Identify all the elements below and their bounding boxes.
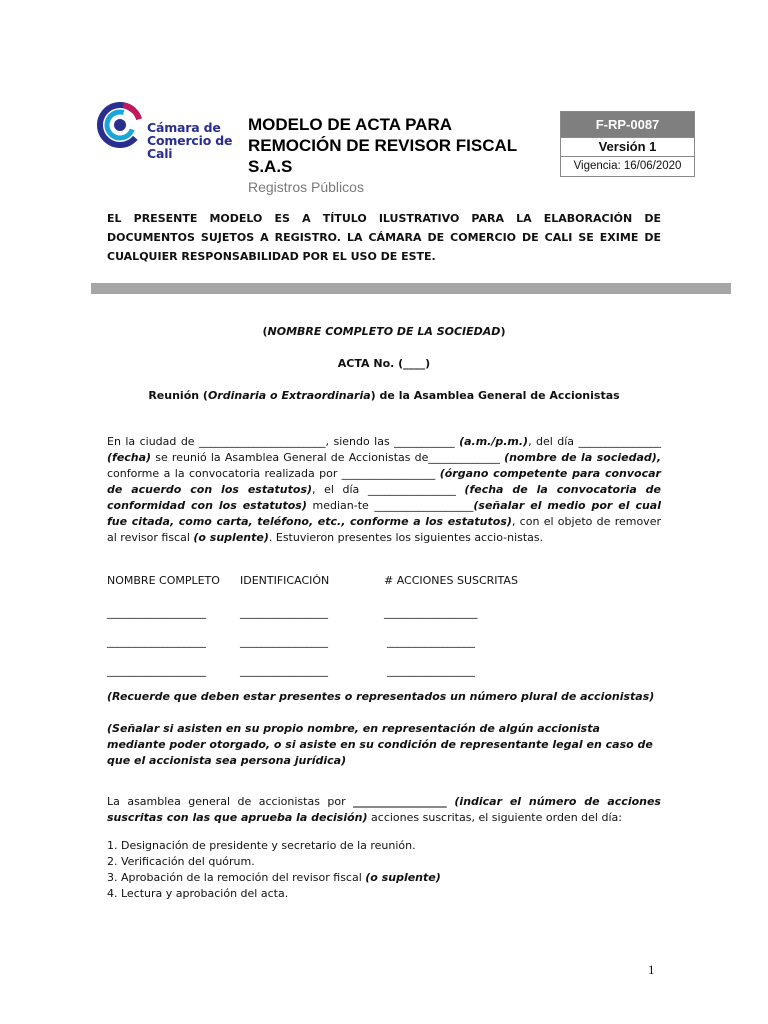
camara-comercio-cali-logo xyxy=(97,102,237,164)
logo-text: Cámara de Comercio de Cali xyxy=(147,120,233,161)
list-item: 2. Verificación del quórum. xyxy=(107,855,255,868)
document-subtitle: Registros Públicos xyxy=(248,179,364,195)
col-header-id: IDENTIFICACIÓN xyxy=(240,574,330,587)
document-version: Versión 1 xyxy=(561,137,694,157)
agenda-list xyxy=(107,838,661,902)
document-code: F-RP-0087 xyxy=(561,112,694,137)
approval-paragraph: La asamblea general de accionistas por _________________ (indicar el número de acciones suscritas con las que aprueba la decisión) acciones suscritas, el siguiente orden del día: xyxy=(107,795,661,824)
separator-bar xyxy=(91,283,731,294)
note-representation: (Señalar si asisten en su propio nombre, en representación de algún accionista mediante poder otorgado, o si asiste en su condición de representante legal en caso de que el accionista sea persona jurídica) xyxy=(107,722,653,767)
meeting-type-heading: Reunión (Ordinaria o Extraordinaria) de la Asamblea General de Accionistas xyxy=(148,389,620,402)
document-title: MODELO DE ACTA PARA REMOCIÓN DE REVISOR FISCAL S.A.S xyxy=(248,115,518,176)
table-row: __________________ ________________ ________________ xyxy=(107,664,475,677)
list-item: 4. Lectura y aprobación del acta. xyxy=(107,887,289,900)
col-header-shares: # ACCIONES SUSCRITAS xyxy=(384,574,518,587)
table-row: __________________ ________________ _________________ xyxy=(107,606,478,619)
shareholders-table-header xyxy=(107,574,667,590)
table-row: __________________ ________________ ________________ xyxy=(107,635,475,648)
document-title-block xyxy=(248,114,548,195)
logo-mark-icon xyxy=(97,102,143,148)
page-number: 1 xyxy=(648,962,655,977)
society-name-heading: (NOMBRE COMPLETO DE LA SOCIEDAD) xyxy=(262,325,506,338)
list-item: 3. Aprobación de la remoción del revisor fiscal (o suplente) xyxy=(107,871,441,884)
note-plural-shareholders: (Recuerde que deben estar presentes o representados un número plural de accionistas) xyxy=(107,690,655,703)
col-header-name: NOMBRE COMPLETO xyxy=(107,574,220,587)
document-code-box xyxy=(560,111,695,177)
document-validity: Vigencia: 16/06/2020 xyxy=(573,160,682,172)
list-item: 1. Designación de presidente y secretario de la reunión. xyxy=(107,839,416,852)
acta-number-heading: ACTA No. (____) xyxy=(337,357,431,370)
disclaimer-text: EL PRESENTE MODELO ES A TÍTULO ILUSTRATIVO PARA LA ELABORACIÓN DE DOCUMENTOS SUJETOS A REGISTRO. LA CÁMARA DE COMERCIO DE CALI SE EXIME DE CUALQUIER RESPONSABILIDAD POR EL USO DE ESTE. xyxy=(107,212,661,263)
intro-paragraph: En la ciudad de _______________________, siendo las ___________ (a.m./p.m.), del día _______________ (fecha) se reunió la Asamblea General de Accionistas de_____________ (nombre de la sociedad), conforme a la convocatoria realizada por _________________ (órgano competente para convocar de acuerdo con los estatutos), el día ________________ (fecha de la convocatoria de conformidad con los estatutos) median-te __________________(señalar el medio por el cual fue citada, como carta, teléfono, etc., conforme a los estatutos), con el objeto de remover al revisor fiscal (o suplente). Estuvieron presentes los siguientes accio-nistas. xyxy=(107,435,662,544)
